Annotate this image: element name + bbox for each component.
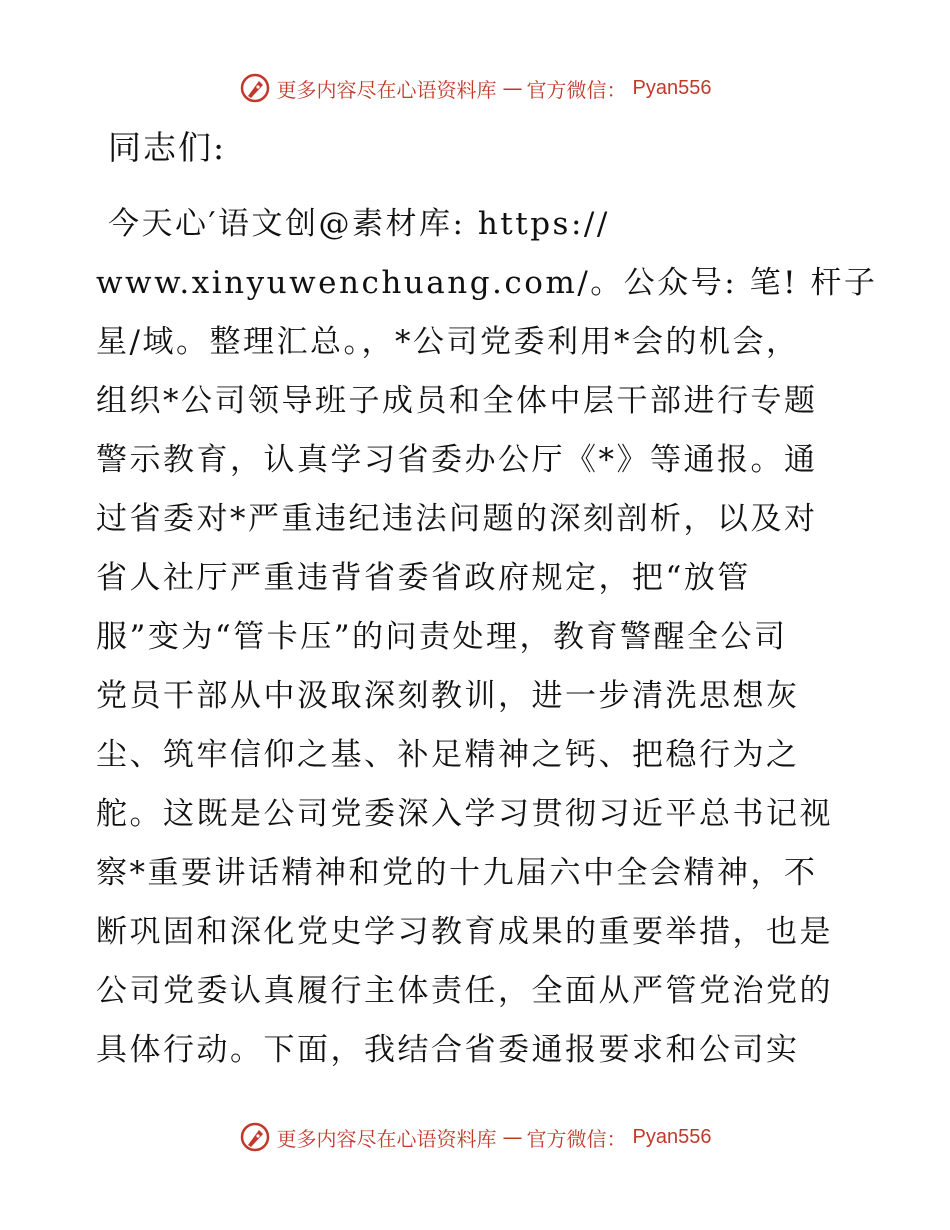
body-line: 星/域。整理汇总。，*公司党委利用*会的机会， <box>96 324 800 360</box>
footer-watermark-banner <box>0 1121 950 1153</box>
pen-nib-logo-icon <box>239 72 271 104</box>
body-line: www.xinyuwenchuang.com/。公众号: 笔! 杆子 <box>96 265 878 301</box>
body-line: 察*重要讲话精神和党的十九届六中全会精神，不 <box>96 855 818 891</box>
watermark-separator: — <box>502 76 521 100</box>
salutation: 同志们: <box>108 128 227 167</box>
watermark-text: 更多内容尽在心语资料库 <box>276 1126 497 1151</box>
body-line: 具体行动。下面，我结合省委通报要求和公司实 <box>96 1032 800 1068</box>
watermark-wechat-label: 官方微信： <box>526 77 627 102</box>
watermark-separator: — <box>502 1125 521 1149</box>
watermark-wechat-label: 官方微信： <box>526 1126 627 1151</box>
body-line: 断巩固和深化党史学习教育成果的重要举措，也是 <box>96 914 833 950</box>
watermark-text: 更多内容尽在心语资料库 <box>276 77 497 102</box>
header-watermark-banner <box>0 72 950 104</box>
watermark-wechat-id: Pyan556 <box>632 1125 712 1148</box>
body-line: 舵。这既是公司党委深入学习贯彻习近平总书记视 <box>96 796 833 832</box>
body-line: 今天心′语文创@素材库: https:// <box>108 206 610 242</box>
body-line: 警示教育，认真学习省委办公厅《*》等通报。通 <box>96 442 818 478</box>
body-line: 服”变为“管卡压”的问责处理，教育警醒全公司 <box>96 619 788 655</box>
body-line: 公司党委认真履行主体责任，全面从严管党治党的 <box>96 973 833 1009</box>
watermark-wechat-id: Pyan556 <box>632 76 712 99</box>
document-body <box>96 195 878 1080</box>
body-line: 尘、筑牢信仰之基、补足精神之钙、把稳行为之 <box>96 737 800 773</box>
body-line: 组织*公司领导班子成员和全体中层干部进行专题 <box>96 383 818 419</box>
body-line: 党员干部从中汲取深刻教训，进一步清洗思想灰 <box>96 678 800 714</box>
body-line: 省人社厅严重违背省委省政府规定，把“放管 <box>96 560 751 596</box>
body-line: 过省委对*严重违纪违法问题的深刻剖析，以及对 <box>96 501 818 537</box>
pen-nib-logo-icon <box>239 1121 271 1153</box>
